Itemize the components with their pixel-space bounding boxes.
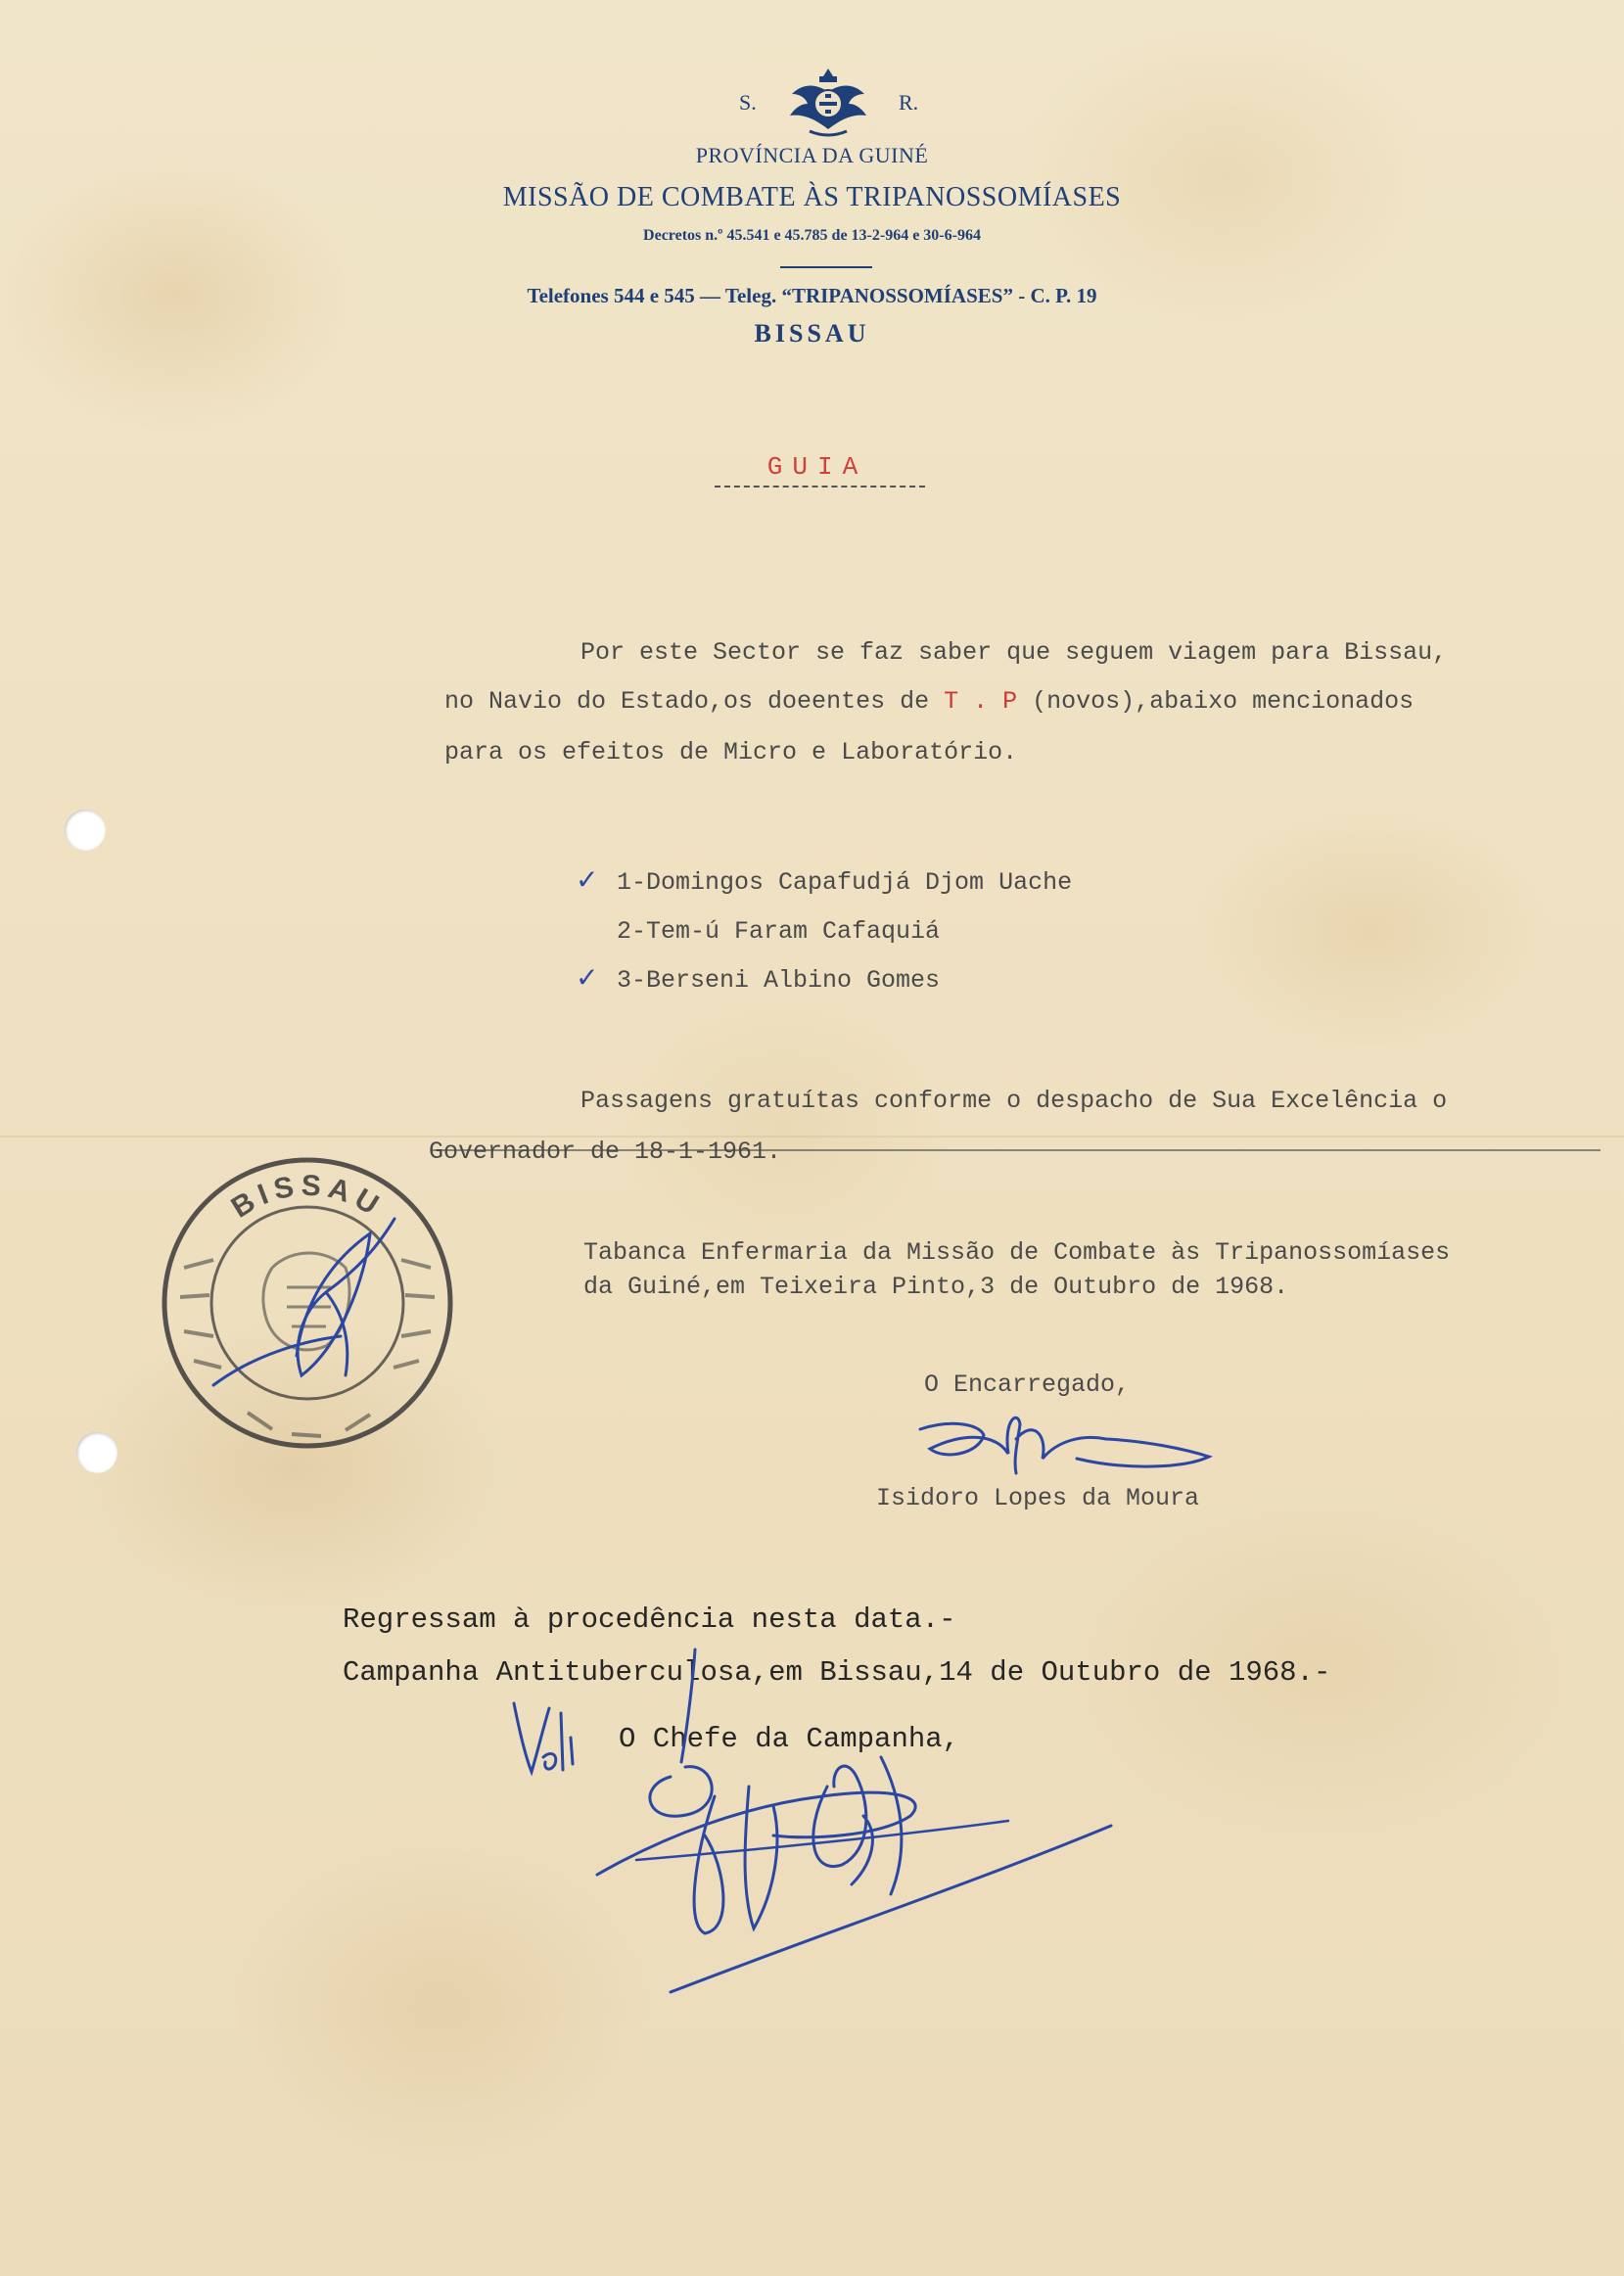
intro-line-1: Por este Sector se faz saber que seguem viagem para Bissau, xyxy=(580,638,1448,667)
document-title: GUIA xyxy=(766,452,868,482)
footer-line-3: O Chefe da Campanha, xyxy=(619,1723,960,1755)
place-line-1: Tabanca Enfermaria da Missão de Combate às Tripanossomíases xyxy=(583,1238,1451,1267)
check-mark-icon: ✓ xyxy=(576,863,599,896)
passage-line-1: Passagens gratuítas conforme o despacho de Sua Excelência o xyxy=(580,1087,1448,1115)
strike-line xyxy=(431,1149,1601,1151)
seal-top-text: BISSAU xyxy=(225,1169,390,1225)
chefe-signature xyxy=(578,1640,1126,2002)
intro-line-2 xyxy=(444,687,1414,716)
header-contacts: Telefones 544 e 545 — Teleg. “TRIPANOSSOMÍASES” - C. P. 19 xyxy=(527,284,1097,307)
coat-of-arms-icon xyxy=(784,65,872,139)
header-divider xyxy=(780,266,872,268)
header-left-initial: S. xyxy=(739,90,757,115)
footer-line-2: Campanha Antituberculosa,em Bissau,14 de Outubro de 1968.- xyxy=(343,1656,1331,1689)
check-mark-icon: ✓ xyxy=(576,961,599,994)
header-decrees: Decretos n.º 45.541 e 45.785 de 13-2-964 e 30-6-964 xyxy=(643,227,981,244)
patient-item: 2-Tem-ú Faram Cafaquiá xyxy=(617,917,941,946)
handwritten-annotation xyxy=(504,1684,582,1782)
intro-line-2-post: (novos),abaixo mencionados xyxy=(1017,687,1415,716)
header-province: PROVÍNCIA DA GUINÉ xyxy=(695,143,929,167)
fold-crease xyxy=(0,1136,1624,1138)
header-mission: MISSÃO DE COMBATE ÀS TRIPANOSSOMÍASES xyxy=(502,182,1122,212)
place-line-2: da Guiné,em Teixeira Pinto,3 de Outubro de 1968. xyxy=(583,1273,1289,1301)
patient-item: 1-Domingos Capafudjá Djom Uache xyxy=(617,868,1073,897)
tp-highlight: T . P xyxy=(944,687,1018,716)
punch-hole xyxy=(65,810,106,851)
title-underline xyxy=(715,486,925,488)
intro-line-2-pre: no Navio do Estado,os doeentes de xyxy=(444,687,945,716)
punch-hole xyxy=(76,1432,117,1473)
passage-line-2: Governador de 18-1-1961. xyxy=(429,1138,782,1166)
header-city: BISSAU xyxy=(754,319,870,348)
footer-line-1: Regressam à procedência nesta data.- xyxy=(343,1603,956,1636)
svg-text:BISSAU xyxy=(226,1170,390,1225)
official-seal xyxy=(155,1150,460,1456)
signer-title: O Encarregado, xyxy=(924,1370,1131,1399)
encarregado-signature xyxy=(910,1380,1224,1488)
intro-line-3: para os efeitos de Micro e Laboratório. xyxy=(444,738,1018,766)
header-right-initial: R. xyxy=(899,90,919,115)
patient-item: 3-Berseni Albino Gomes xyxy=(617,966,941,995)
signer-name: Isidoro Lopes da Moura xyxy=(876,1484,1200,1512)
